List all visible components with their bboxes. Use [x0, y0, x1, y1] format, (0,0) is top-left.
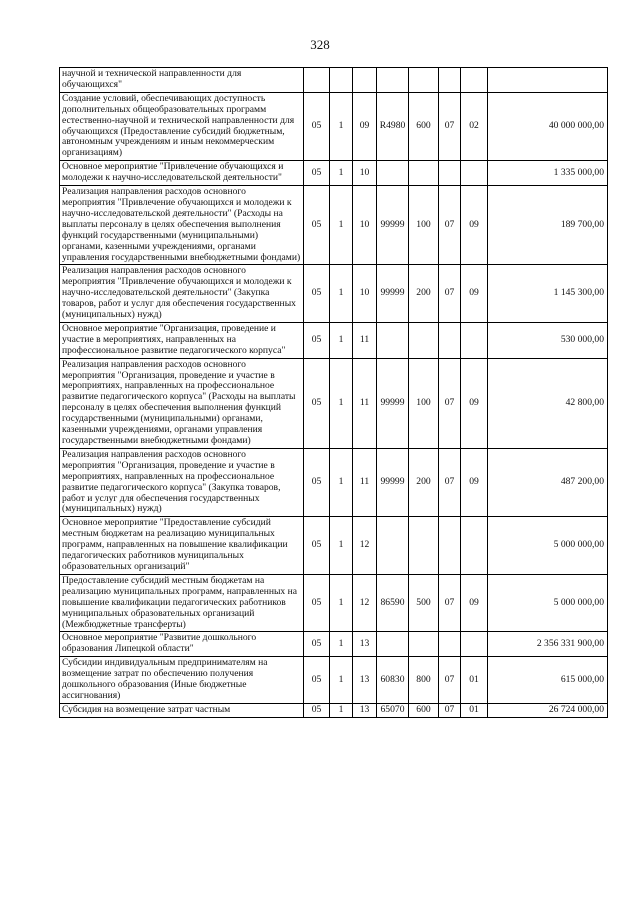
table-row [60, 448, 608, 516]
expense-name: научной и технической направленности для обучающихся" [60, 68, 304, 93]
amount: 189 700,00 [488, 186, 608, 265]
section-code: 07 [439, 448, 461, 516]
program-code: 05 [304, 632, 330, 657]
subprogram-code: 1 [330, 574, 353, 632]
subprogram-code: 1 [330, 517, 353, 575]
section-code [439, 517, 461, 575]
amount: 1 335 000,00 [488, 161, 608, 186]
amount: 530 000,00 [488, 322, 608, 358]
subprogram-code: 1 [330, 186, 353, 265]
expense-type-code: 600 [409, 92, 439, 160]
expense-direction-code [377, 517, 409, 575]
table-row [60, 92, 608, 160]
main-event-code: 13 [353, 703, 377, 717]
expense-direction-code: 99999 [377, 358, 409, 448]
table-row [60, 161, 608, 186]
subprogram-code: 1 [330, 358, 353, 448]
expense-direction-code: 99999 [377, 448, 409, 516]
amount: 5 000 000,00 [488, 574, 608, 632]
expense-name: Реализация направления расходов основного мероприятия "Организация, проведение и участие в мероприятиях, направленных на профессиональное развитие педагогического корпуса" (Расходы на выплаты персоналу в целях обеспечения выполнения функций государственными (муниципальными) органами, казенными учреждениями, органами управления государственными внебюджетными фондами) [60, 358, 304, 448]
expense-name: Основное мероприятие "Развитие дошкольного образования Липецкой области" [60, 632, 304, 657]
subsection-code [461, 161, 488, 186]
expense-direction-code [377, 68, 409, 93]
expense-name: Субсидии индивидуальным предпринимателям на возмещение затрат по обеспечению получения дошкольного образования (Иные бюджетные ассигнования) [60, 657, 304, 704]
section-code: 07 [439, 265, 461, 323]
table-row [60, 574, 608, 632]
expense-direction-code [377, 322, 409, 358]
main-event-code: 12 [353, 574, 377, 632]
main-event-code: 13 [353, 632, 377, 657]
subsection-code [461, 322, 488, 358]
program-code [304, 68, 330, 93]
expense-type-code: 500 [409, 574, 439, 632]
main-event-code: 11 [353, 322, 377, 358]
program-code: 05 [304, 265, 330, 323]
main-event-code: 13 [353, 657, 377, 704]
section-code [439, 322, 461, 358]
expense-type-code: 100 [409, 358, 439, 448]
table-row [60, 358, 608, 448]
amount: 1 145 300,00 [488, 265, 608, 323]
expense-name: Создание условий, обеспечивающих доступность дополнительных общеобразовательных программ естественно-научной и технической направленности для обучающихся (Предоставление субсидий бюджетным, автономным учреждениям и иным некоммерческим организациям) [60, 92, 304, 160]
expense-type-code [409, 68, 439, 93]
main-event-code: 11 [353, 358, 377, 448]
expense-type-code: 100 [409, 186, 439, 265]
program-code: 05 [304, 517, 330, 575]
section-code [439, 161, 461, 186]
table-row [60, 186, 608, 265]
subsection-code: 09 [461, 265, 488, 323]
subsection-code [461, 517, 488, 575]
section-code: 07 [439, 186, 461, 265]
subprogram-code: 1 [330, 265, 353, 323]
subsection-code: 01 [461, 657, 488, 704]
main-event-code: 11 [353, 448, 377, 516]
section-code: 07 [439, 703, 461, 717]
expense-type-code: 800 [409, 657, 439, 704]
program-code: 05 [304, 92, 330, 160]
table-row [60, 703, 608, 717]
amount [488, 68, 608, 93]
budget-table [59, 67, 608, 718]
amount: 26 724 000,00 [488, 703, 608, 717]
main-event-code: 10 [353, 186, 377, 265]
subprogram-code [330, 68, 353, 93]
expense-name: Реализация направления расходов основного мероприятия "Привлечение обучающихся и молодежи к научно-исследовательской деятельности" (Расходы на выплаты персоналу в целях обеспечения выполнения функций государственными (муниципальными) органами, казенными учреждениями, органами управления государственными внебюджетными фондами) [60, 186, 304, 265]
expense-direction-code: 65070 [377, 703, 409, 717]
program-code: 05 [304, 322, 330, 358]
amount: 5 000 000,00 [488, 517, 608, 575]
expense-name: Основное мероприятие "Привлечение обучающихся и молодежи к научно-исследовательской деятельности" [60, 161, 304, 186]
expense-direction-code: 86590 [377, 574, 409, 632]
table-row [60, 322, 608, 358]
expense-type-code: 600 [409, 703, 439, 717]
main-event-code: 09 [353, 92, 377, 160]
subprogram-code: 1 [330, 632, 353, 657]
expense-name: Реализация направления расходов основного мероприятия "Организация, проведение и участие в мероприятиях, направленных на профессиональное развитие педагогического корпуса" (Закупка товаров, работ и услуг для обеспечения государственных (муниципальных) нужд) [60, 448, 304, 516]
subsection-code [461, 632, 488, 657]
expense-type-code: 200 [409, 265, 439, 323]
section-code [439, 632, 461, 657]
amount: 40 000 000,00 [488, 92, 608, 160]
table-row [60, 517, 608, 575]
section-code: 07 [439, 358, 461, 448]
expense-type-code: 200 [409, 448, 439, 516]
table-row [60, 265, 608, 323]
subprogram-code: 1 [330, 448, 353, 516]
main-event-code: 10 [353, 265, 377, 323]
program-code: 05 [304, 161, 330, 186]
program-code: 05 [304, 703, 330, 717]
expense-direction-code: R4980 [377, 92, 409, 160]
section-code: 07 [439, 574, 461, 632]
expense-name: Предоставление субсидий местным бюджетам на реализацию муниципальных программ, направленных на повышение квалификации педагогических работников муниципальных образовательных организаций (Межбюджетные трансферты) [60, 574, 304, 632]
table-row [60, 657, 608, 704]
expense-name: Основное мероприятие "Организация, проведение и участие в мероприятиях, направленных на профессиональное развитие педагогического корпуса" [60, 322, 304, 358]
subprogram-code: 1 [330, 703, 353, 717]
expense-type-code [409, 517, 439, 575]
expense-type-code [409, 161, 439, 186]
subprogram-code: 1 [330, 161, 353, 186]
program-code: 05 [304, 574, 330, 632]
subsection-code: 09 [461, 448, 488, 516]
section-code [439, 68, 461, 93]
main-event-code: 10 [353, 161, 377, 186]
expense-name: Основное мероприятие "Предоставление субсидий местным бюджетам на реализацию муниципальных программ, направленных на повышение квалификации педагогических работников муниципальных образовательных организаций" [60, 517, 304, 575]
table-body [60, 68, 608, 718]
subsection-code: 02 [461, 92, 488, 160]
section-code: 07 [439, 657, 461, 704]
expense-name: Реализация направления расходов основного мероприятия "Привлечение обучающихся и молодежи к научно-исследовательской деятельности" (Закупка товаров, работ и услуг для обеспечения государственных (муниципальных) нужд) [60, 265, 304, 323]
amount: 487 200,00 [488, 448, 608, 516]
table-row [60, 632, 608, 657]
expense-direction-code: 60830 [377, 657, 409, 704]
subsection-code: 09 [461, 358, 488, 448]
program-code: 05 [304, 657, 330, 704]
amount: 42 800,00 [488, 358, 608, 448]
main-event-code [353, 68, 377, 93]
program-code: 05 [304, 448, 330, 516]
expense-direction-code [377, 632, 409, 657]
subprogram-code: 1 [330, 322, 353, 358]
page-number: 328 [310, 37, 330, 52]
subprogram-code: 1 [330, 657, 353, 704]
expense-type-code [409, 322, 439, 358]
program-code: 05 [304, 186, 330, 265]
expense-type-code [409, 632, 439, 657]
expense-direction-code [377, 161, 409, 186]
expense-name: Субсидия на возмещение затрат частным [60, 703, 304, 717]
table-row [60, 68, 608, 93]
subsection-code: 09 [461, 574, 488, 632]
amount: 615 000,00 [488, 657, 608, 704]
subsection-code [461, 68, 488, 93]
expense-direction-code: 99999 [377, 265, 409, 323]
main-event-code: 12 [353, 517, 377, 575]
subsection-code: 09 [461, 186, 488, 265]
subprogram-code: 1 [330, 92, 353, 160]
expense-direction-code: 99999 [377, 186, 409, 265]
section-code: 07 [439, 92, 461, 160]
amount: 2 356 331 900,00 [488, 632, 608, 657]
subsection-code: 01 [461, 703, 488, 717]
program-code: 05 [304, 358, 330, 448]
